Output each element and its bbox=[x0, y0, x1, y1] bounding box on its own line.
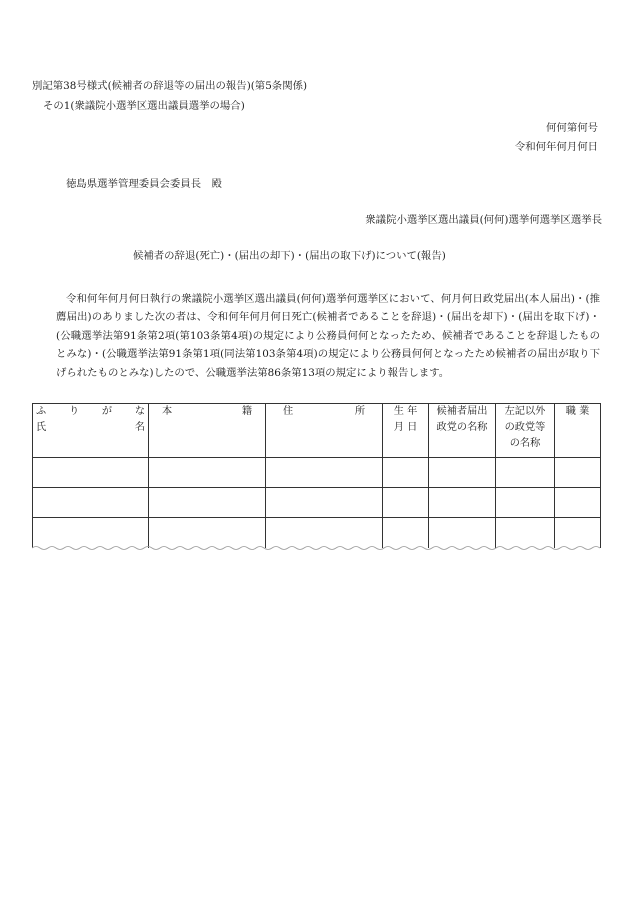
sender: 衆議院小選挙区選出議員(何何)選挙何選挙区選挙長 bbox=[365, 214, 602, 226]
table-cell[interactable] bbox=[555, 518, 601, 548]
table-cut-line bbox=[32, 545, 600, 551]
table-cell[interactable] bbox=[266, 518, 383, 548]
table-cell[interactable] bbox=[149, 458, 266, 488]
table-cell[interactable] bbox=[496, 458, 555, 488]
table-row bbox=[33, 488, 601, 518]
header-name bbox=[33, 404, 149, 458]
table-cell[interactable] bbox=[429, 458, 496, 488]
table-cell[interactable] bbox=[149, 488, 266, 518]
report-body: 令和何年何月何日執行の衆議院小選挙区選出議員(何何)選挙何選挙区において、何月何日政党届出(本人届出)・(推薦届出)のありました次の者は、令和何年何月何日死亡(候補者であることを辞退)・(届出を却下)・(届出を取下げ)・(公職選挙法第91条第2項(第103条第4項)の規定により公務員何何となったため、候補者であることを辞退したものとみな)・(公職選挙法第91条第1項(同法第103条第4項)の規定により公務員何何となったため候補者の届出が取り下げられたものとみな)したので、公職選挙法第86条第13項の規定により報告します。 bbox=[56, 293, 600, 379]
table-row bbox=[33, 518, 601, 548]
header-nominating-party: 候補者届出 政党の名称 bbox=[429, 404, 496, 458]
table-cell[interactable] bbox=[383, 488, 429, 518]
header-furigana: ふ り が な bbox=[36, 406, 145, 417]
table-cell[interactable] bbox=[555, 488, 601, 518]
header-occupation: 職 業 bbox=[555, 404, 601, 458]
table-cell[interactable] bbox=[496, 488, 555, 518]
table-cell[interactable] bbox=[149, 518, 266, 548]
table-cell[interactable] bbox=[33, 518, 149, 548]
candidate-table bbox=[32, 403, 601, 548]
table-cell[interactable] bbox=[266, 488, 383, 518]
table-cell[interactable] bbox=[33, 458, 149, 488]
form-title: 別記第38号様式(候補者の辞退等の届出の報告)(第5条関係) bbox=[32, 80, 308, 92]
header-birth-date: 生 年 月 日 bbox=[383, 404, 429, 458]
document-number: 何何第何号 bbox=[546, 122, 598, 134]
table-cell[interactable] bbox=[383, 518, 429, 548]
table-cell[interactable] bbox=[33, 488, 149, 518]
table-cell[interactable] bbox=[383, 458, 429, 488]
table-cell[interactable] bbox=[496, 518, 555, 548]
table-cell[interactable] bbox=[429, 488, 496, 518]
table-row bbox=[33, 458, 601, 488]
table-cell[interactable] bbox=[266, 458, 383, 488]
addressee: 徳島県選挙管理委員会委員長 殿 bbox=[66, 178, 222, 190]
header-registered-domicile: 本 籍 bbox=[149, 404, 266, 458]
header-address: 住 所 bbox=[266, 404, 383, 458]
subject-heading: 候補者の辞退(死亡)・(届出の却下)・(届出の取下げ)について(報告) bbox=[133, 250, 446, 262]
header-other-party: 左記以外 の政党等 の名称 bbox=[496, 404, 555, 458]
table-cell[interactable] bbox=[555, 458, 601, 488]
table-header-row bbox=[33, 404, 601, 458]
table-cell[interactable] bbox=[429, 518, 496, 548]
form-subtitle: その1(衆議院小選挙区選出議員選挙の場合) bbox=[43, 100, 245, 112]
document-date: 令和何年何月何日 bbox=[514, 141, 598, 153]
header-full-name: 氏 名 bbox=[36, 422, 145, 433]
